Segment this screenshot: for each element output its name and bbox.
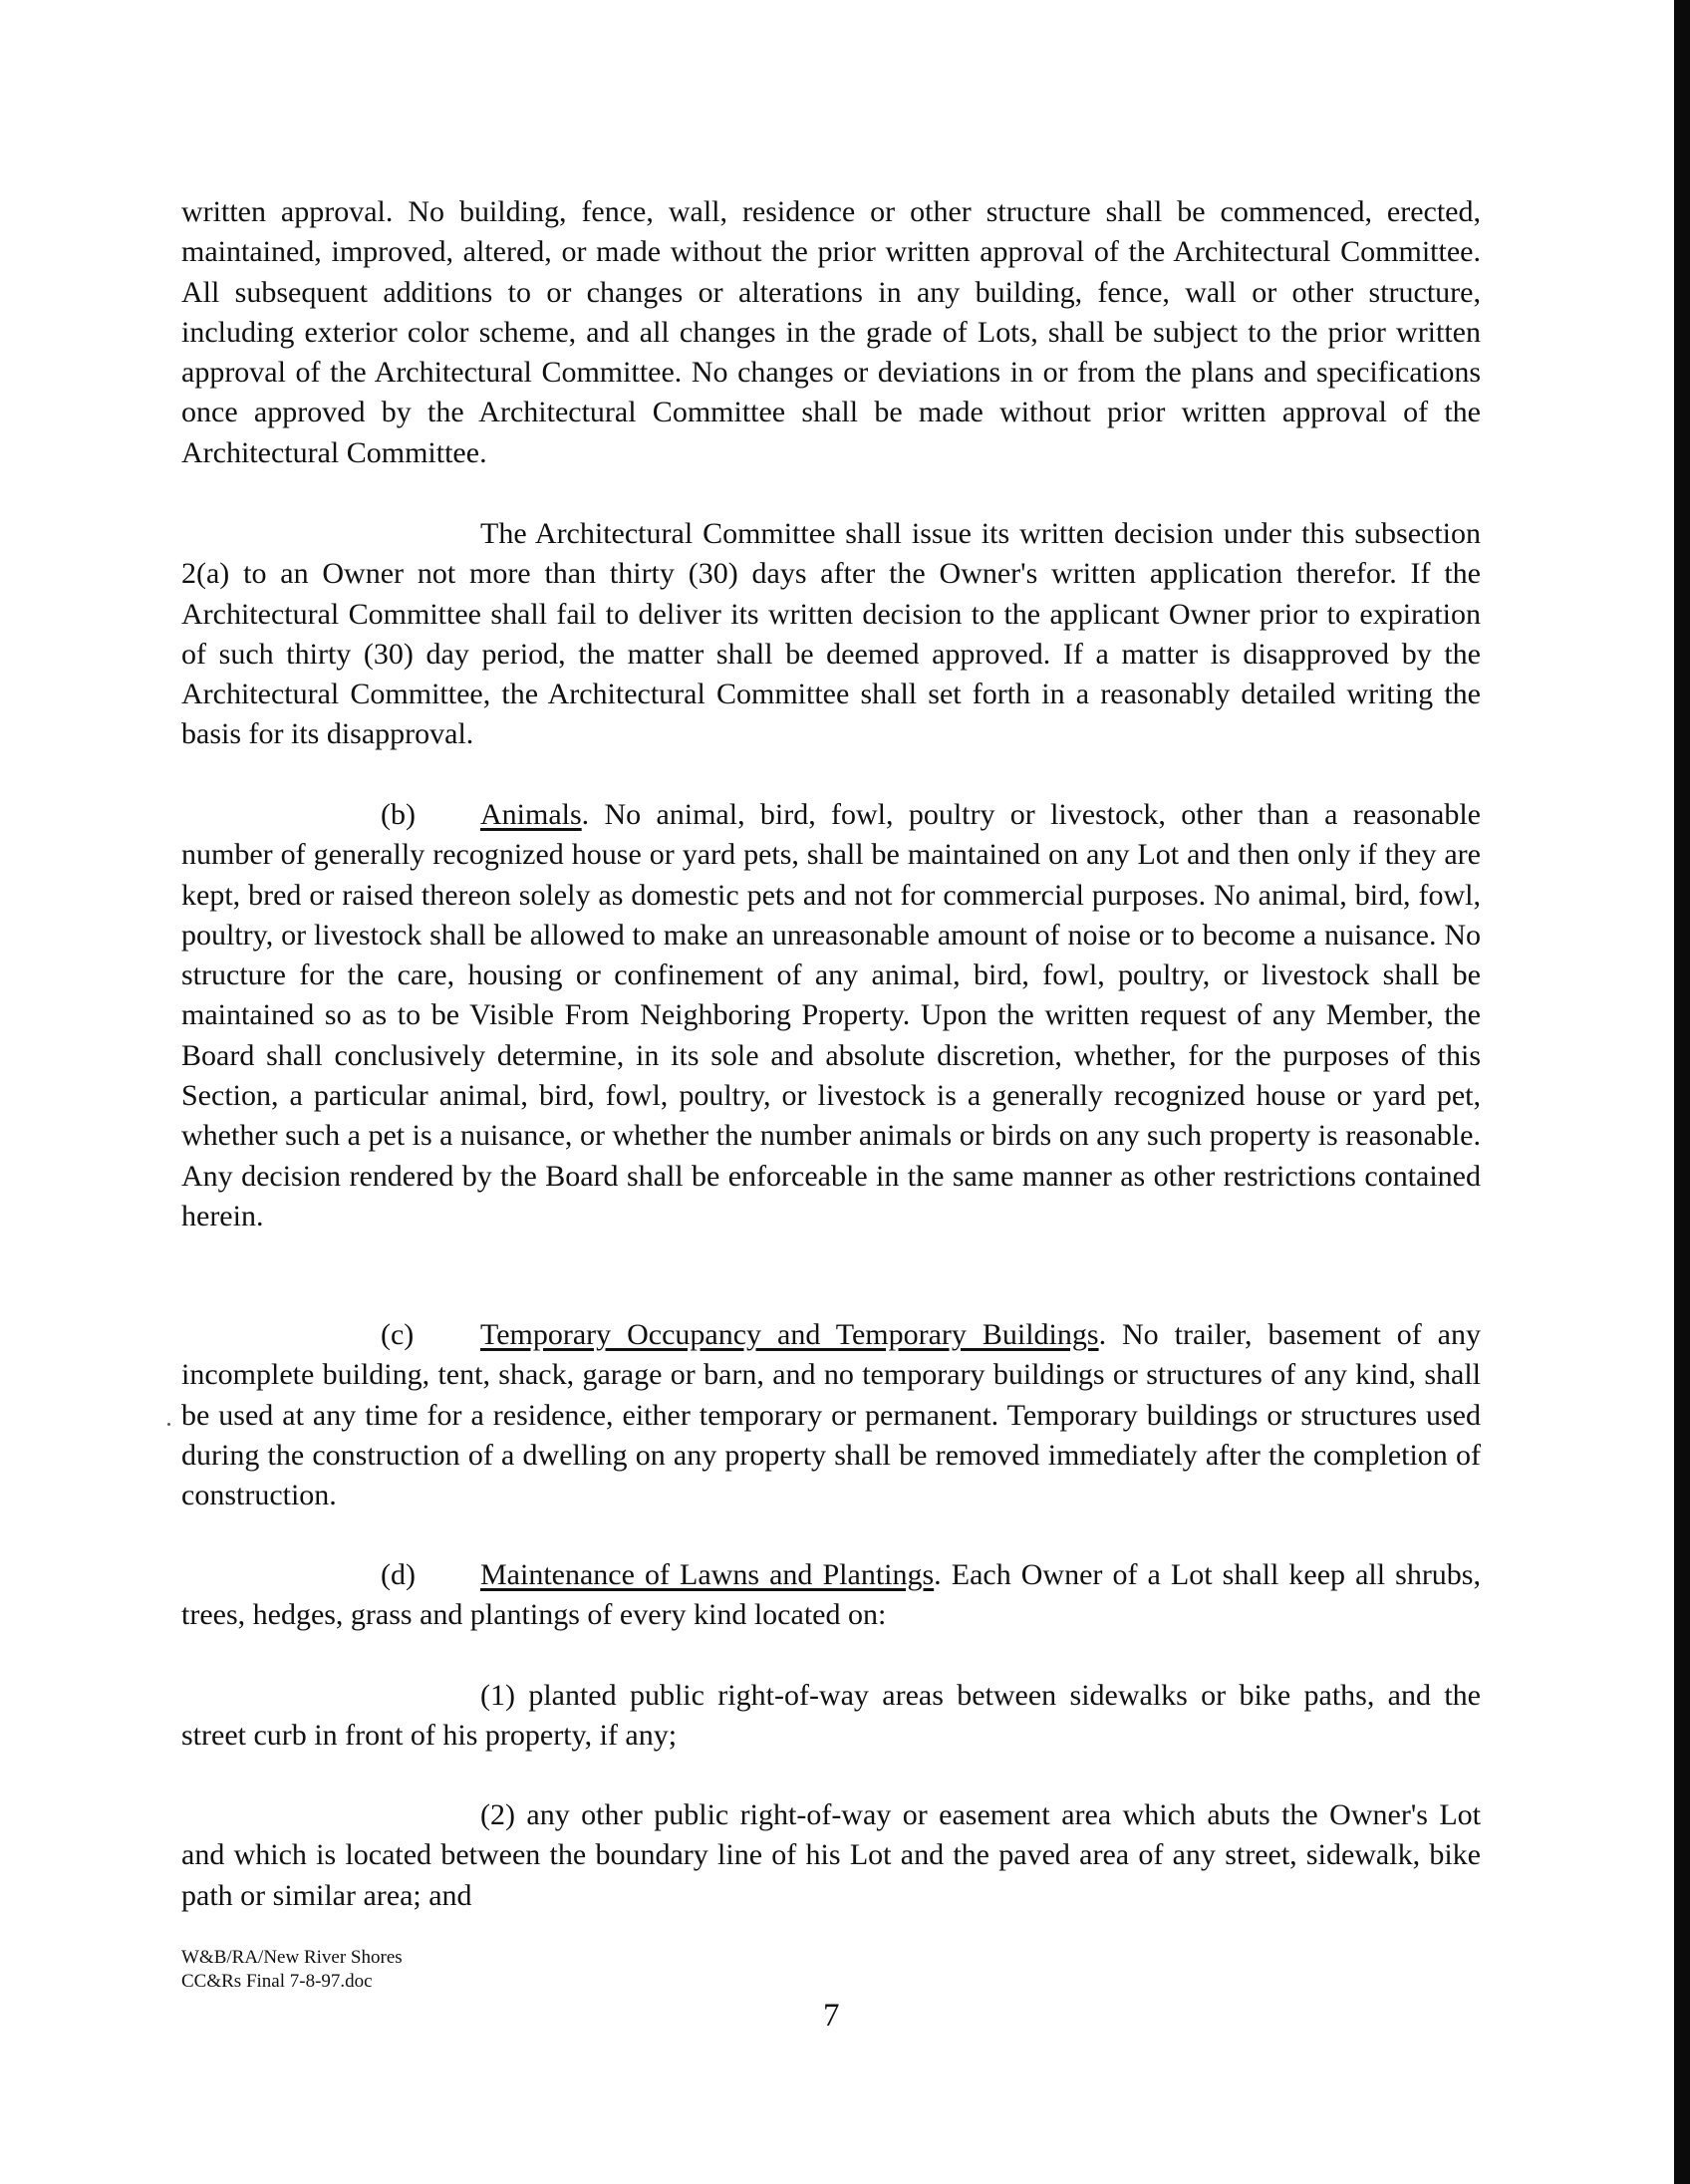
document-footer [181, 1946, 403, 1994]
section-c-text: . No trailer, basement of any incomplete building, tent, shack, garage or barn, and no temporary buildings or structures of any kind, shall be used at any time for a residence, either temporary or permanent. Temporary buildings or structures used during the construction of a dwelling on any property shall be removed immediately after the completion of construction. [181, 1318, 1481, 1512]
section-c-label: (c) [381, 1318, 415, 1351]
section-c-heading: Temporary Occupancy and Temporary Buildings [480, 1318, 1099, 1351]
list-item-2: (2) any other public right-of-way or easement area which abuts the Owner's Lot and which is located between the boundary line of his Lot and the paved area of any street, sidewalk, bike path or similar area; and [181, 1798, 1481, 1912]
section-d-heading: Maintenance of Lawns and Plantings [480, 1558, 935, 1591]
section-b-label: (b) [381, 798, 416, 831]
section-d-lawns-plantings [181, 1555, 1481, 1636]
section-b-animals [181, 795, 1481, 1236]
page-number: 7 [823, 1998, 840, 2034]
paragraph-committee-decision: The Architectural Committee shall issue its written decision under this subsection 2(a) to an Owner not more than thirty (30) days after the Owner's written application therefor. If the Architectural Committee shall fail to deliver its written decision to the applicant Owner prior to expiration of such thirty (30) day period, the matter shall be deemed approved. If a matter is disapproved by the Architectural Committee, the Architectural Committee shall set forth in a reasonably detailed writing the basis for its disapproval. [181, 517, 1481, 751]
paragraph-approval: written approval. No building, fence, wall, residence or other structure shall be commenced, erected, maintained, improved, altered, or made without the prior written approval of the Architectural Committee. All subsequent additions to or changes or alterations in any building, fence, wall or other structure, including exterior color scheme, and all changes in the grade of Lots, shall be subject to the prior written approval of the Architectural Committee. No changes or deviations in or from the plans and specifications once approved by the Architectural Committee shall be made without prior written approval of the Architectural Committee. [181, 195, 1481, 469]
list-item-1: (1) planted public right-of-way areas between sidewalks or bike paths, and the street curb in front of his property, if any; [181, 1679, 1481, 1753]
footer-line-2: CC&Rs Final 7-8-97.doc [181, 1971, 373, 1992]
section-b-heading: Animals [480, 798, 582, 831]
scan-edge-bar [1674, 0, 1690, 2184]
section-c-temporary-buildings [181, 1315, 1481, 1515]
section-d-text: . Each Owner of a Lot shall keep all shrubs, trees, hedges, grass and plantings of every kind located on: [181, 1558, 1481, 1632]
footer-line-1: W&B/RA/New River Shores [181, 1947, 403, 1968]
section-b-text: . No animal, bird, fowl, poultry or livestock, other than a reasonable number of generally recognized house or yard pets, shall be maintained on any Lot and then only if they are kept, bred or raised thereon solely as domestic pets and not for commercial purposes. No animal, bird, fowl, poultry, or livestock shall be allowed to make an unreasonable amount of noise or to become a nuisance. No structure for the care, housing or confinement of any animal, bird, fowl, poultry, or livestock shall be maintained so as to be Visible From Neighboring Property. Upon the written request of any Member, the Board shall conclusively determine, in its sole and absolute discretion, whether, for the purposes of this Section, a particular animal, bird, fowl, poultry, or livestock is a generally recognized house or yard pet, whether such a pet is a nuisance, or whether the number animals or birds on any such property is reasonable. Any decision rendered by the Board shall be enforceable in the same manner as other restrictions contained herein. [181, 798, 1481, 1232]
scan-speck [167, 1423, 170, 1426]
section-d-label: (d) [381, 1558, 416, 1591]
